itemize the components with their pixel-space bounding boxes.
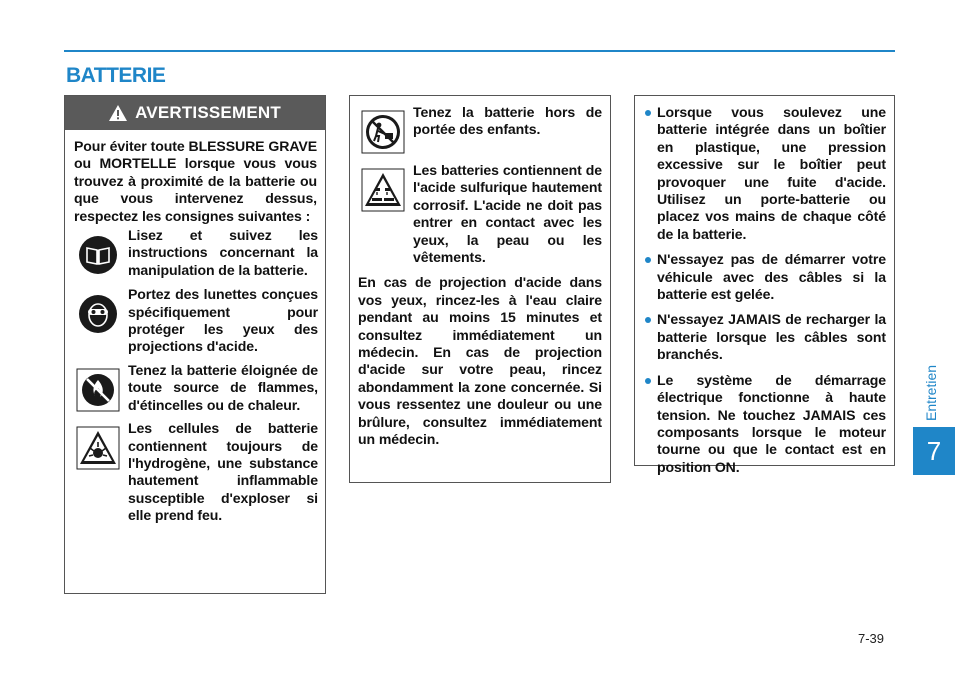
list-item <box>645 311 886 363</box>
chapter-tab: 7 <box>913 427 955 475</box>
page-number: 7-39 <box>858 631 885 646</box>
warning-intro: Pour éviter toute BLESSURE GRAVE ou MORTELLE lorsque vous vous trouvez à proximité de la batterie ou que vous intervenez dessus, respectez les consignes suivantes : <box>74 138 317 224</box>
warning-item-text: Portez des lunettes conçues spécifiquement pour protéger les yeux des projections d'acide. <box>128 286 318 355</box>
warning-triangle-icon <box>109 105 127 121</box>
warning-item-text: Lisez et suivez les instructions concernant la manipulation de la batterie. <box>128 227 318 278</box>
bullet-text: N'essayez pas de démarrer votre véhicule avec des câbles si la batterie est gelée. <box>657 251 886 303</box>
bullet-text: Le système de démarrage électrique fonctionne à haute tension. Ne touchez JAMAIS ces composants lorsque le moteur tourne ou que le contact est en position ON. <box>657 371 886 475</box>
section-title: BATTERIE <box>66 64 166 87</box>
keep-away-children-icon <box>359 108 407 156</box>
warning-item <box>65 362 325 414</box>
acid-first-aid-paragraph: En cas de projection d'acide dans vos yeux, rincez-les à l'eau claire pendant au moins 15 minutes et consultez immédiatement un médecin. En cas de projection d'acide sur votre peau, rincez abondamment la zone concernée. Si vous ressentez une douleur ou une brûlure, consultez immédiatement un médecin. <box>358 274 602 448</box>
warning-item-text: Tenez la batterie éloignée de toute source de flammes, d'étincelles ou de chaleur. <box>128 361 318 413</box>
warning-box <box>64 95 326 594</box>
chapter-name: Entretien <box>923 364 940 422</box>
chapter-sidebar-label <box>916 358 946 428</box>
battery-precautions-box <box>634 95 895 475</box>
precautions-list <box>635 96 894 476</box>
warning-item <box>350 162 610 266</box>
warning-item <box>65 227 325 279</box>
warning-header <box>65 96 325 130</box>
warning-item <box>65 420 325 524</box>
warning-item-text: Les batteries contiennent de l'acide sulfurique hautement corrosif. L'acide ne doit pas entrer en contact avec les yeux, la peau ou les vêtements. <box>413 162 602 266</box>
warning-item-text: Tenez la batterie hors de portée des enfants. <box>413 104 602 138</box>
header-rule <box>64 50 895 52</box>
bullet-text: N'essayez JAMAIS de recharger la batterie lorsque les câbles sont branchés. <box>657 311 886 363</box>
safety-goggles-icon <box>74 290 122 338</box>
no-flame-icon <box>74 366 122 414</box>
manual-book-icon <box>74 231 122 279</box>
bullet-text: Lorsque vous soulevez une batterie intégrée dans un boîtier en plastique, une pression excessive sur le boîtier peut provoquer une fuite d'acide. Utilisez un porte-batterie ou placez vos mains de chaque côté de la batterie. <box>657 104 886 242</box>
warning-item <box>65 286 325 356</box>
list-item <box>645 251 886 303</box>
list-item <box>645 104 886 243</box>
warning-item-text: Les cellules de batterie contiennent toujours de l'hydrogène, une substance hautement inflammable susceptible d'exploser si elle prend feu. <box>128 420 318 524</box>
warning-box-continued <box>349 95 611 483</box>
warning-title: AVERTISSEMENT <box>135 103 281 122</box>
warning-item <box>350 104 610 156</box>
explosion-hazard-icon <box>74 424 122 472</box>
corrosive-acid-icon <box>359 166 407 214</box>
list-item <box>645 372 886 476</box>
